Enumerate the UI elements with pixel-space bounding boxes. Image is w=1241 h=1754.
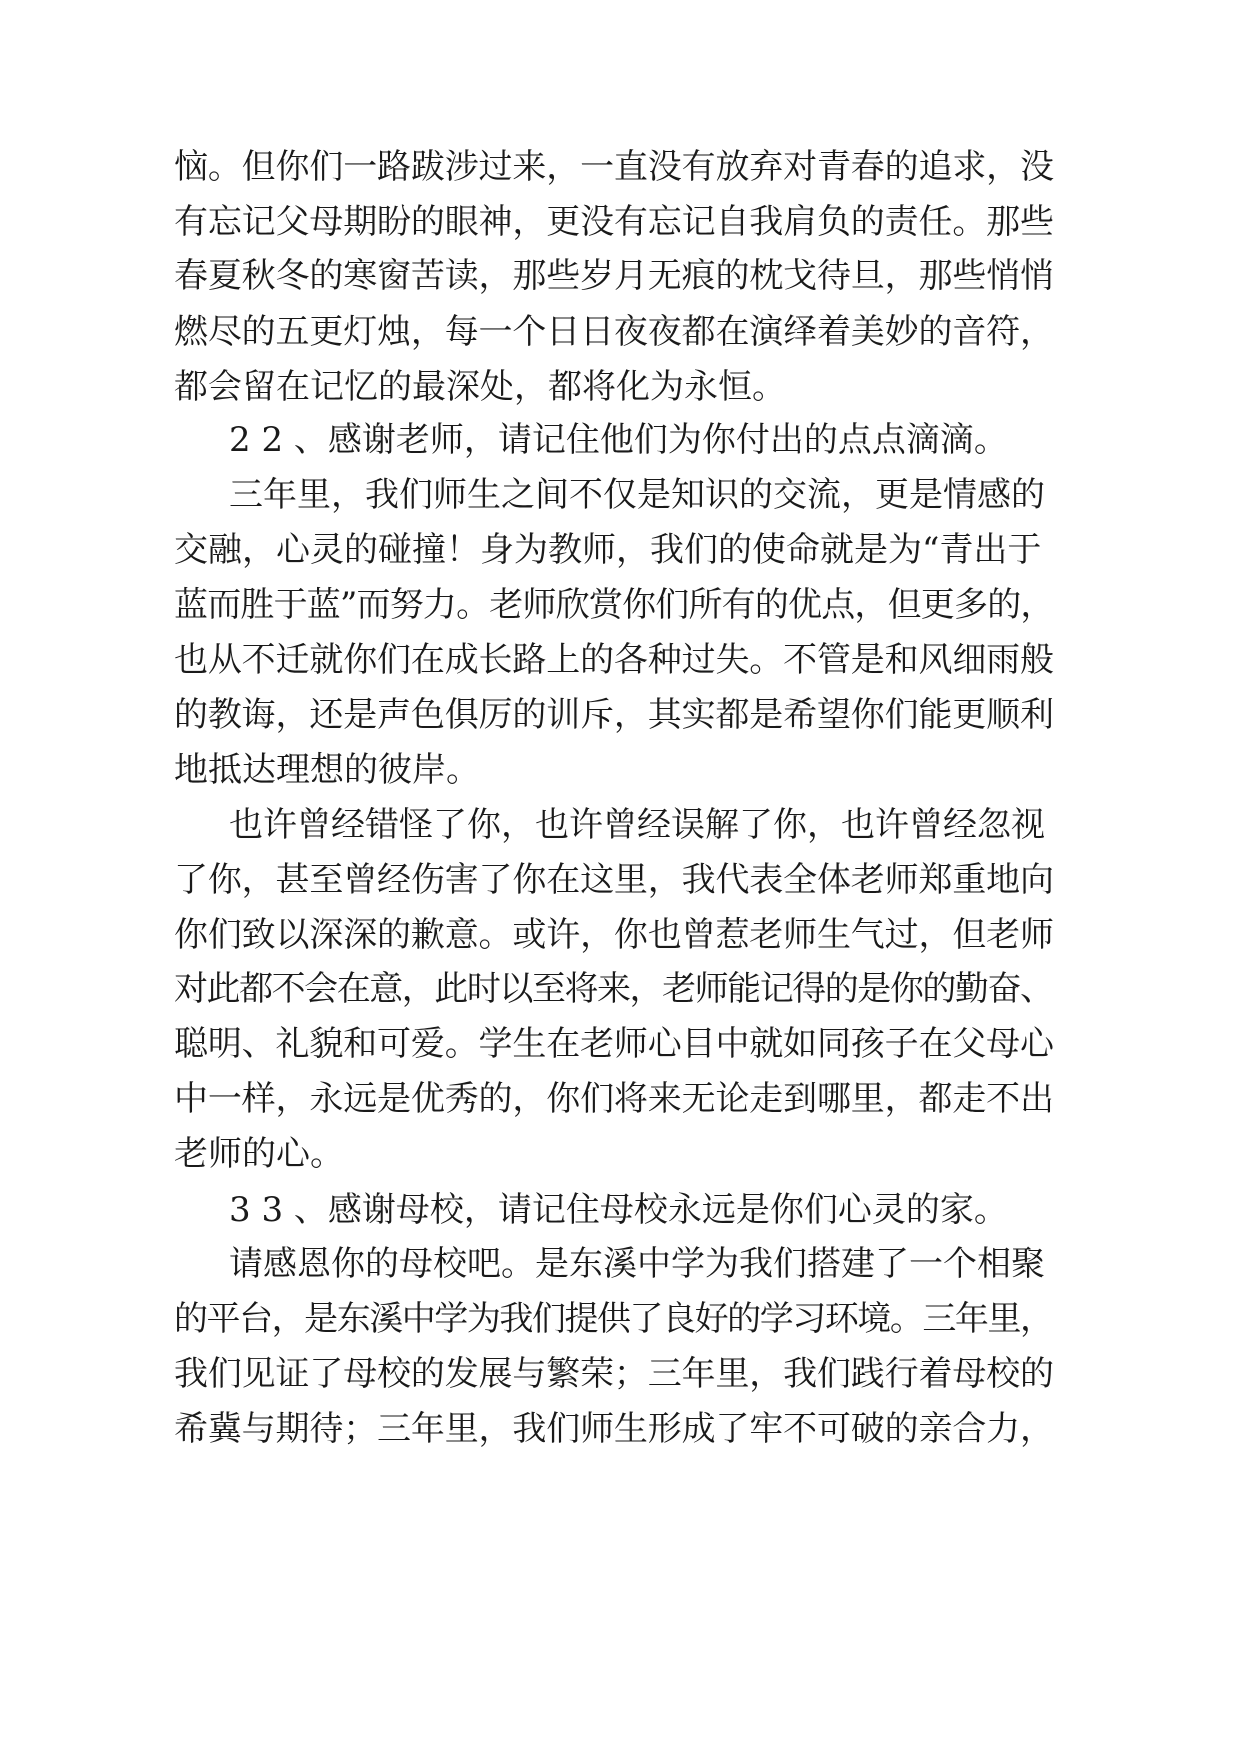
text-line: 春夏秋冬的寒窗苦读，那些岁月无痕的枕戈待旦，那些悄悄	[174, 256, 1054, 296]
text-line: 希冀与期待；三年里，我们师生形成了牢不可破的亲合力，	[174, 1409, 1054, 1449]
text-line: 请感恩你的母校吧。是东溪中学为我们搭建了一个相聚	[229, 1244, 1045, 1284]
text-line: 中一样，永远是优秀的，你们将来无论走到哪里，都走不出	[174, 1079, 1054, 1119]
text-line: 的平台，是东溪中学为我们提供了良好的学习环境。三年里，	[174, 1299, 1053, 1339]
text-line: 我们见证了母校的发展与繁荣；三年里，我们践行着母校的	[174, 1354, 1054, 1394]
text-line: 老师的心。	[174, 1134, 344, 1174]
text-line: 对此都不会在意，此时以至将来，老师能记得的是你的勤奋、	[174, 969, 1053, 1009]
text-line: 了你，甚至曾经伤害了你在这里，我代表全体老师郑重地向	[174, 860, 1054, 900]
text-line: 三年里，我们师生之间不仅是知识的交流，更是情感的	[229, 475, 1045, 515]
text-line: 有忘记父母期盼的眼神，更没有忘记自我肩负的责任。那些	[174, 202, 1054, 242]
text-line: 也从不迁就你们在成长路上的各种过失。不管是和风细雨般	[174, 640, 1054, 680]
text-line: 蓝而胜于蓝”而努力。老师欣赏你们所有的优点，但更多的，	[174, 585, 1054, 625]
text-line: 你们致以深深的歉意。或许，你也曾惹老师生气过，但老师	[174, 915, 1054, 955]
section-heading: 2 2 、感谢老师，请记住他们为你付出的点点滴滴。	[229, 420, 1008, 460]
section-heading: 3 3 、感谢母校，请记住母校永远是你们心灵的家。	[229, 1190, 1008, 1230]
text-line: 聪明、礼貌和可爱。学生在老师心目中就如同孩子在父母心	[174, 1024, 1054, 1064]
text-line: 都会留在记忆的最深处，都将化为永恒。	[174, 367, 786, 407]
text-line: 的教诲，还是声色俱厉的训斥，其实都是希望你们能更顺利	[174, 695, 1054, 735]
text-line: 也许曾经错怪了你，也许曾经误解了你，也许曾经忽视	[229, 805, 1045, 845]
text-line: 地抵达理想的彼岸。	[174, 750, 480, 790]
text-line: 燃尽的五更灯烛，每一个日日夜夜都在演绎着美妙的音符，	[174, 312, 1054, 352]
text-line: 恼。但你们一路跋涉过来，一直没有放弃对青春的追求，没	[174, 147, 1054, 187]
text-line: 交融，心灵的碰撞！身为教师，我们的使命就是为“青出于	[174, 530, 1042, 570]
